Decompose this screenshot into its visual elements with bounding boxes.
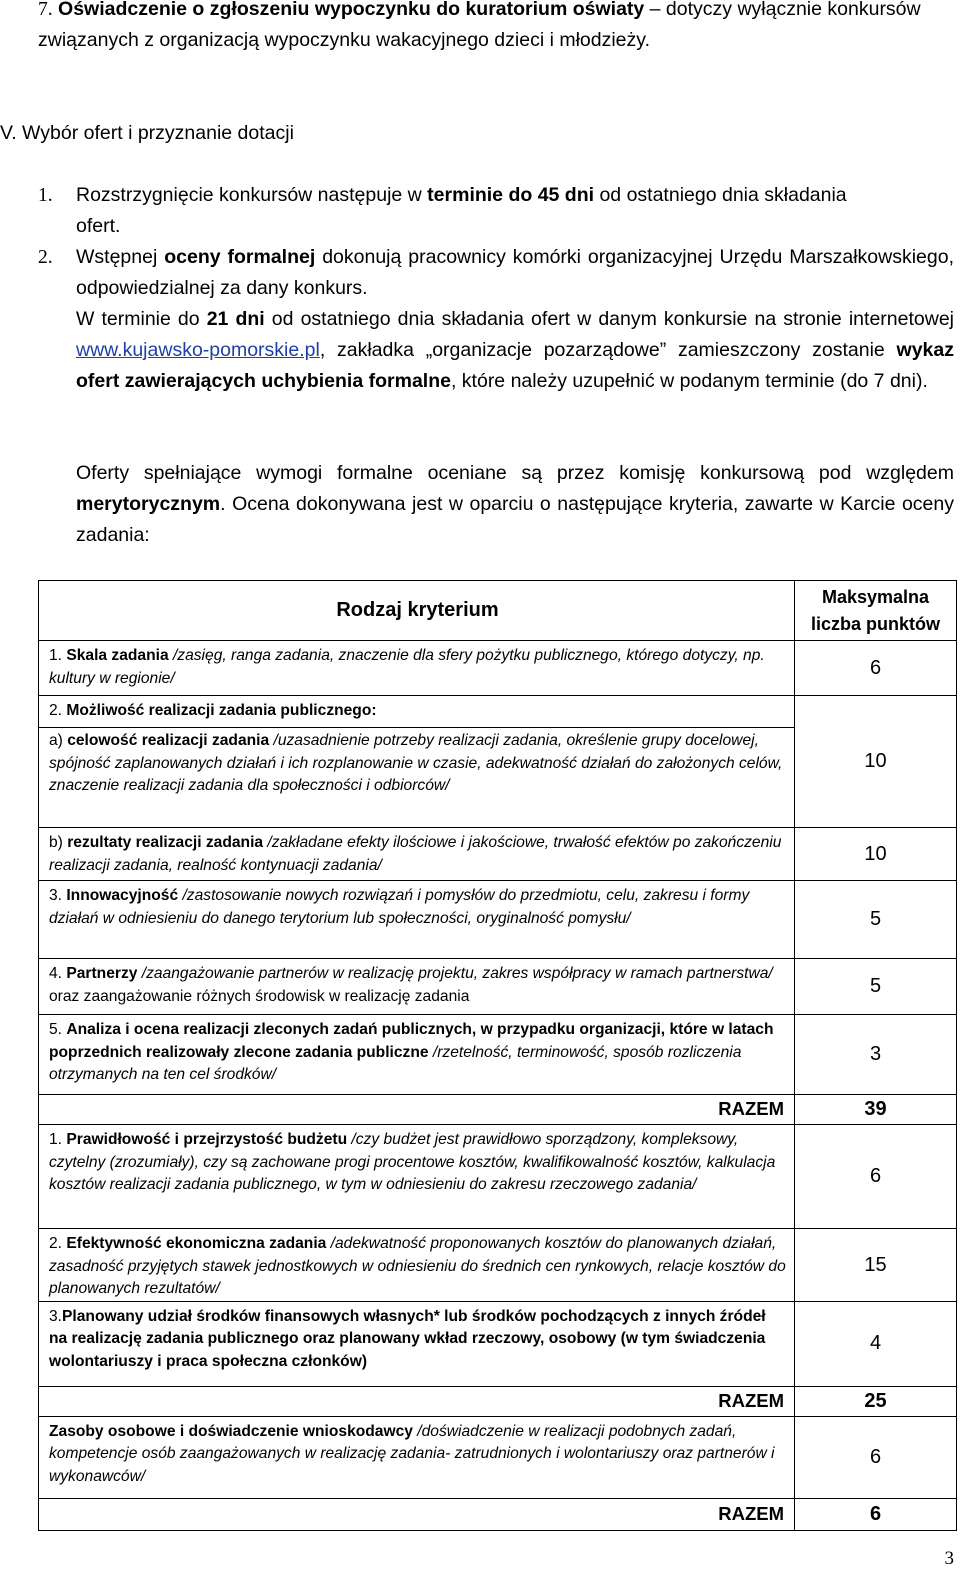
point-7 [38, 0, 938, 56]
table-row: 3.Planowany udział środków finansowych własnych* lub środków pochodzących z innych źródeł na realizację zadania publicznego oraz planowany wkład rzeczowy, osobowy (w tym świadczenia wolontariuszy i praca społeczna członków) 4 [39, 1301, 957, 1386]
item-2-merit-text: Oferty spełniające wymogi formalne oceniane są przez komisję konkursową pod względem merytorycznym. Ocena dokonywana jest w oparciu o następujące kryteria, zawarte w Karcie oceny zadania: [76, 462, 954, 546]
sum-row: RAZEM 25 [39, 1386, 957, 1416]
table-row: b) rezultaty realizacji zadania /zakładane efekty ilościowe i jakościowe, trwałość efektów po zakończeniu realizacji zadania, realność kontynuacji zadania/ 10 [39, 828, 957, 881]
header-points: Maksymalna liczba punktów [795, 581, 957, 641]
table-row: 3. Innowacyjność /zastosowanie nowych rozwiązań i pomysłów do przedmiotu, celu, zakresu i formy działań w odniesieniu do danego terytorium lub społeczności, oryginalność pomysłu/ 5 [39, 881, 957, 959]
point-7-number: 7. [38, 0, 53, 20]
criteria-table [38, 580, 957, 1531]
item-2-text: Wstępnej oceny formalnej dokonują pracownicy komórki organizacyjnej Urzędu Marszałkowskiego, odpowiedzialnej za dany konkurs. [76, 246, 955, 299]
table-row: Zasoby osobowe i doświadczenie wnioskodawcy /doświadczenie w realizacji podobnych zadań, kompetencje osób zaangażowanych w realizację zadania- zatrudnionych i wolontariuszy oraz partnerów i wykonawców/ 6 [39, 1416, 957, 1498]
table-row: a) celowość realizacji zadania /uzasadnienie potrzeby realizacji zadania, określenie grupy docelowej, spójność zaplanowanych działań i ich rozplanowanie w czasie, adekwatność działań do założonych celów, znaczenie realizacji zadania dla społeczności i odbiorców/ [39, 728, 957, 828]
table-row: 1. Prawidłowość i przejrzystość budżetu /czy budżet jest prawidłowo sporządzony, kompleksowy, czytelny (zrozumiały), czy są zachowane progi procentowe kosztów, kwalifikowalność kosztów, kalkulacja kosztów realizacji zadania publicznego, w tym w odniesieniu do zakresu rzeczowego zadania/ 6 [39, 1125, 957, 1229]
point-7-text: – dotyczy wyłącznie konkursów związanych z organizacją wypoczynku wakacyjnego dzieci i młodzieży. [38, 0, 921, 51]
section-heading: V. Wybór ofert i przyznanie dotacji [0, 122, 294, 144]
table-row: 2. Efektywność ekonomiczna zadania /adekwatność proponowanych kosztów do planowanych działań, zasadność przyjętych stawek jednostkowych w odniesieniu do średnich cen rynkowych, relacje kosztów do planowanych rezultatów/ 15 [39, 1229, 957, 1302]
table-row: 1. Skala zadania /zasięg, ranga zadania, znaczenie dla sfery pożytku publicznego, którego dotyczy, np. kultury w regionie/ 6 [39, 641, 957, 696]
point-7-title: Oświadczenie o zgłoszeniu wypoczynku do kuratorium oświaty [58, 0, 645, 20]
website-link[interactable]: www.kujawsko-pomorskie.pl [76, 339, 320, 361]
table-row: 5. Analiza i ocena realizacji zleconych zadań publicznych, w przypadku organizacji, które w latach poprzednich realizowały zlecone zadania publiczne /rzetelność, terminowość, sposób rozliczenia otrzymanych na ten cel środków/ 3 [39, 1015, 957, 1095]
item-2-number: 2. [38, 247, 53, 268]
table-header-row [39, 581, 957, 641]
table-row: 2. Możliwość realizacji zadania publicznego: 10 [39, 696, 957, 728]
sum-row: RAZEM 39 [39, 1095, 957, 1125]
sum-row: RAZEM 6 [39, 1498, 957, 1530]
table-row: 4. Partnerzy /zaangażowanie partnerów w realizację projektu, zakres współpracy w ramach partnerstwa/ oraz zaangażowanie różnych środowisk w realizację zadania 5 [39, 959, 957, 1015]
item-1-number: 1. [38, 185, 53, 206]
page-number: 3 [944, 1548, 954, 1569]
item-2-deadline-text: W terminie do 21 dni od ostatniego dnia składania ofert w danym konkursie na stronie internetowej www.kujawsko-pomorskie.pl, zakładka „organizacje pozarządowe” zamieszczony zostanie wykaz ofert zawierających uchybienia formalne, które należy uzupełnić w podanym terminie (do 7 dni). [76, 308, 954, 392]
item-1-text: Rozstrzygnięcie konkursów następuje w terminie do 45 dni od ostatniego dnia składania ofert. [76, 184, 847, 237]
header-criterion: Rodzaj kryterium [39, 581, 795, 641]
